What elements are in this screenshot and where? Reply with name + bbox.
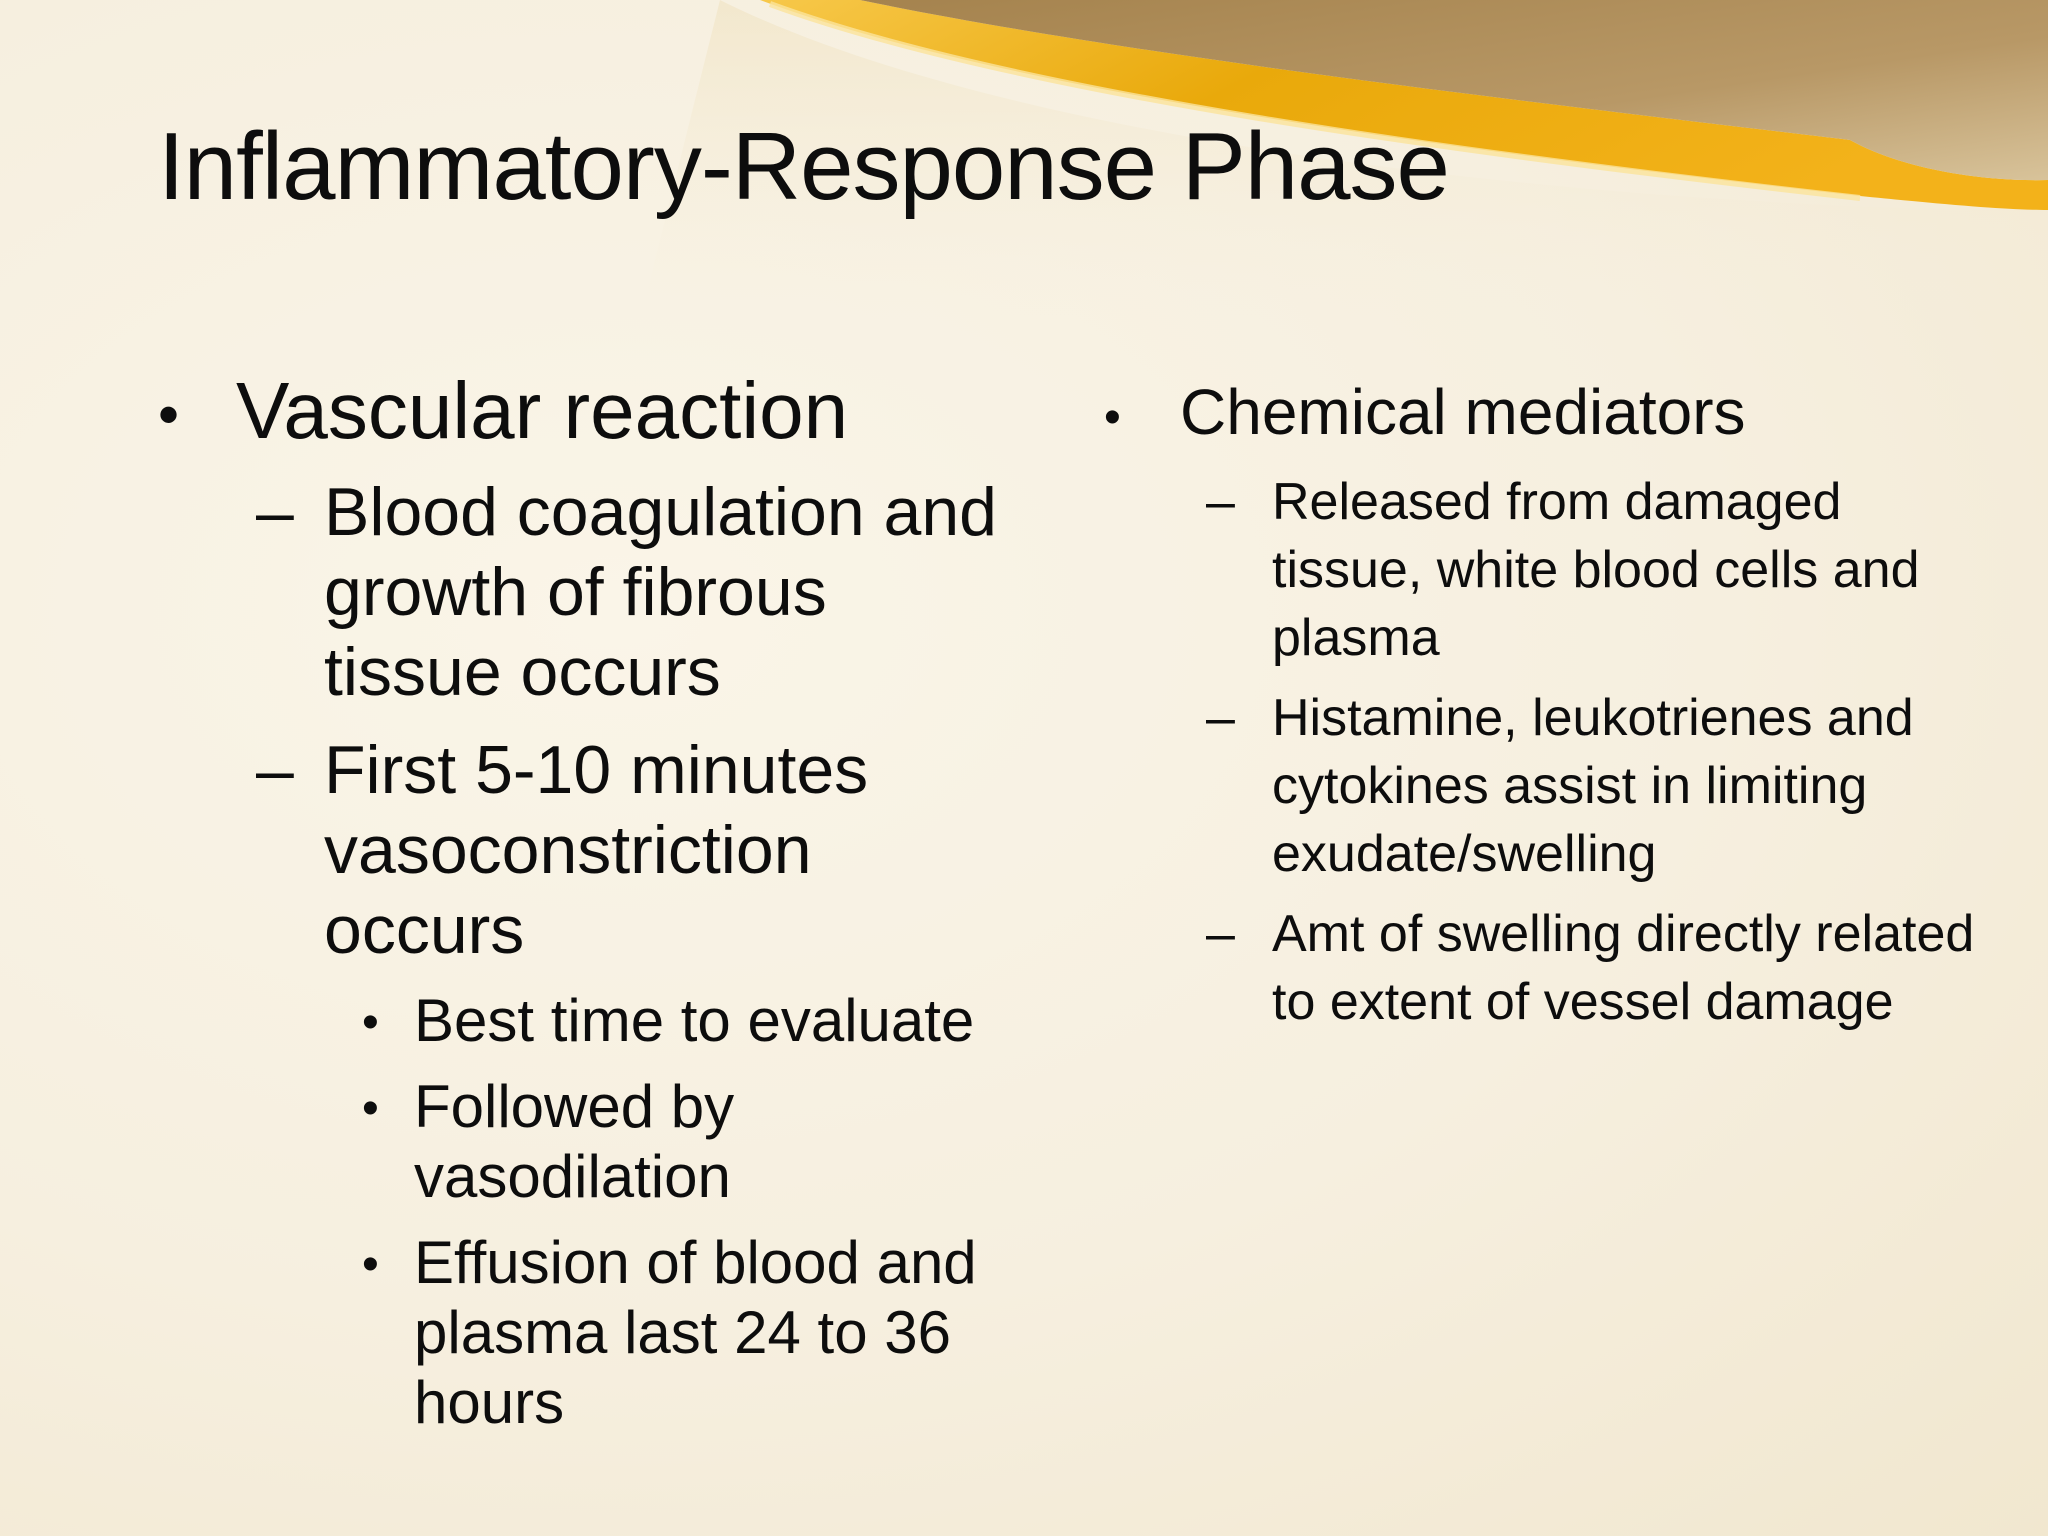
bullet-icon: • bbox=[158, 381, 180, 448]
subitem-text: Released from damaged tissue, white blood cells and plasma bbox=[1272, 473, 1920, 667]
subitem-histamine bbox=[1104, 684, 2004, 888]
subitem-swelling bbox=[1104, 900, 2004, 1036]
subitem-text: Blood coagulation and growth of fibrous tissue occurs bbox=[324, 474, 997, 710]
slide-title: Inflammatory-Response Phase bbox=[158, 113, 1449, 220]
subsubitem-text: Effusion of blood and plasma last 24 to 36 hours bbox=[414, 1229, 977, 1436]
dash-icon: – bbox=[1206, 689, 1235, 747]
subsubitem-vasodilation bbox=[158, 1072, 998, 1212]
subitem-text: Amt of swelling directly related to extent of vessel damage bbox=[1272, 905, 1975, 1031]
bullet-chemical-mediators bbox=[1104, 368, 2004, 456]
left-column bbox=[158, 368, 998, 1438]
subitem-text: First 5-10 minutes vasoconstriction occurs bbox=[324, 732, 869, 968]
bullet-icon: • bbox=[362, 996, 379, 1049]
subitem-first-minutes bbox=[158, 730, 998, 970]
bullet-icon: • bbox=[1104, 391, 1121, 444]
subsubitem-effusion bbox=[158, 1228, 998, 1438]
dash-icon: – bbox=[1206, 905, 1235, 963]
bullet-icon: • bbox=[362, 1082, 379, 1135]
dash-icon: – bbox=[256, 732, 294, 808]
dash-icon: – bbox=[1206, 473, 1235, 531]
subitem-released bbox=[1104, 468, 2004, 672]
bullet-text: Vascular reaction bbox=[236, 366, 849, 455]
right-column bbox=[1104, 368, 2004, 1036]
subsubitem-text: Best time to evaluate bbox=[414, 987, 975, 1054]
subsubitem-text: Followed by vasodilation bbox=[414, 1073, 735, 1210]
bullet-icon: • bbox=[362, 1238, 379, 1291]
dash-icon: – bbox=[256, 474, 294, 550]
subitem-text: Histamine, leukotrienes and cytokines assist in limiting exudate/swelling bbox=[1272, 689, 1914, 883]
subitem-blood-coagulation bbox=[158, 472, 998, 712]
bullet-text: Chemical mediators bbox=[1180, 376, 1746, 448]
bullet-vascular-reaction bbox=[158, 368, 998, 454]
subsubitem-best-time bbox=[158, 986, 998, 1056]
